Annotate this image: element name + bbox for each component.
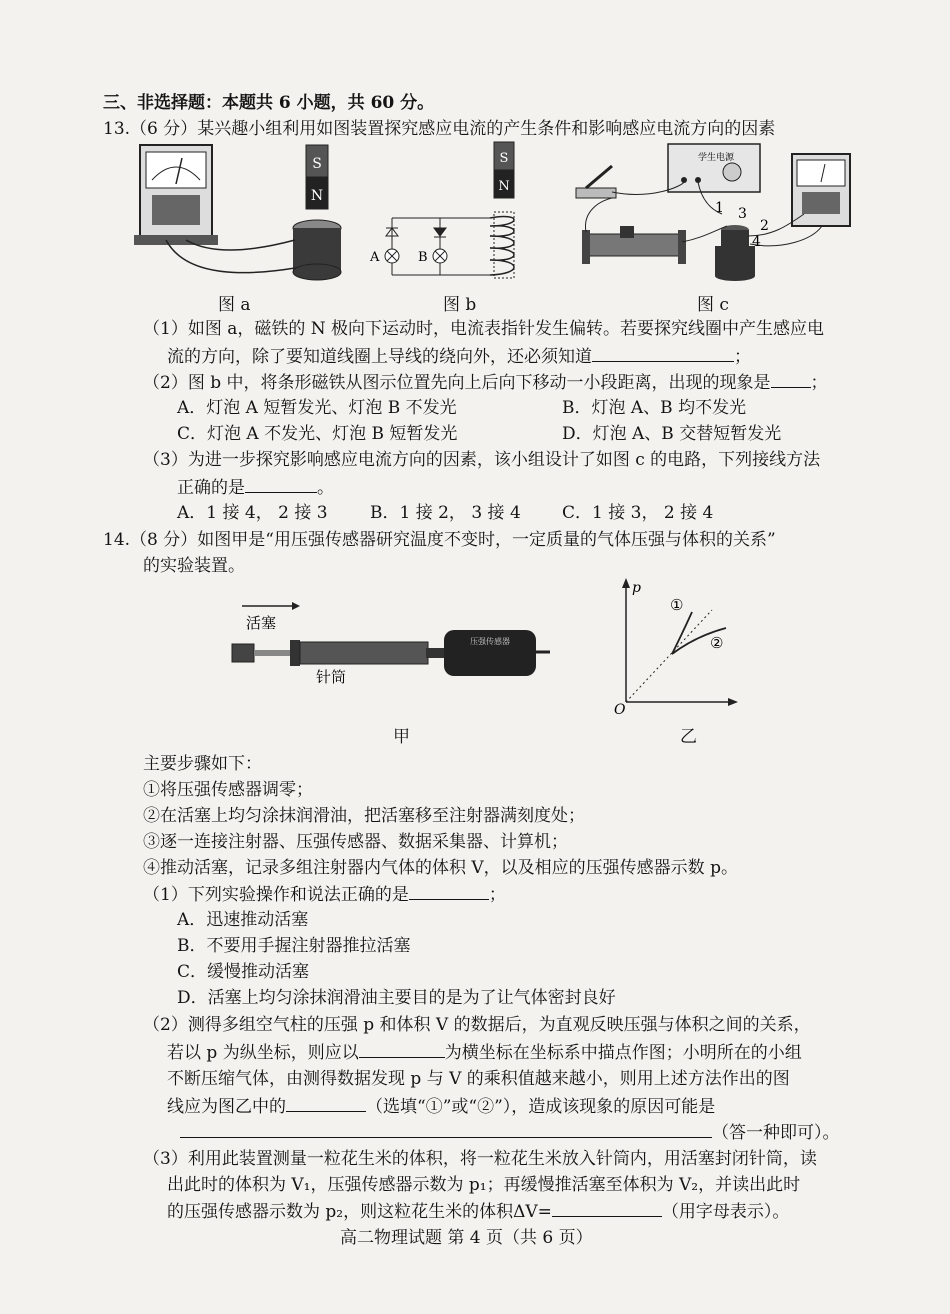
q14-stem-line2: 的实验装置。	[143, 556, 245, 576]
curve-1-label: ①	[670, 596, 684, 614]
barrel-label: 针筒	[316, 668, 347, 686]
curve-2-label: ②	[710, 634, 724, 652]
section-title: 三、非选择题：本题共 6 小题，共 60 分。	[103, 93, 435, 113]
axis-p-label: p	[632, 580, 641, 596]
q13-p2-opt-a: A．灯泡 A 短暂发光、灯泡 B 不发光	[177, 398, 457, 418]
q13-p3-blank[interactable]	[245, 476, 317, 493]
figure-jia	[228, 596, 558, 696]
fig-yi-caption: 乙	[680, 727, 697, 747]
fig-c-caption: 图 c	[697, 295, 729, 315]
q14-step3: ③逐一连接注射器、压强传感器、数据采集器、计算机；	[143, 832, 568, 852]
power-supply-icon	[668, 144, 760, 192]
figure-yi	[610, 576, 740, 716]
q14-p2-line5: （答一种即可）。	[180, 1121, 840, 1144]
figure-c	[572, 140, 862, 285]
magnet-n-label-b: N	[498, 179, 510, 194]
q14-p2-blank-axis[interactable]	[359, 1041, 445, 1058]
q13-p2-opt-b: B．灯泡 A、B 均不发光	[562, 398, 747, 418]
fig-b-caption: 图 b	[443, 295, 477, 315]
reference-line	[626, 610, 712, 702]
switch-icon	[576, 166, 616, 198]
q14-step1: ①将压强传感器调零；	[143, 780, 313, 800]
rheostat-icon	[582, 226, 686, 264]
q14-p2-line4: 线应为图乙中的 （选填“①”或“②”），造成该现象的原因可能是	[167, 1097, 716, 1117]
q13-p1-line2: 流的方向，除了要知道线圈上导线的绕向外，还必须知道 ；	[167, 347, 751, 367]
q13-p3-line1: （3）为进一步探究影响感应电流方向的因素，该小组设计了如图 c 的电路，下列接线方法	[143, 450, 821, 470]
magnet-s-label: S	[312, 156, 322, 172]
bulb-a-label: A	[370, 250, 380, 265]
q14-p1-opt-a: A．迅速推动活塞	[177, 910, 309, 930]
q13-p1-blank[interactable]	[592, 345, 734, 362]
q13-p3-line2: 正确的是 。	[177, 478, 334, 498]
q14-p3-line3: 的压强传感器示数为 p₂，则这粒花生米的体积ΔV= （用字母表示）。	[167, 1202, 790, 1222]
syringe-icon	[232, 640, 446, 666]
q13-p3-opt-c: C．1 接 3， 2 接 4	[562, 503, 714, 523]
fig-jia-caption: 甲	[393, 727, 410, 747]
q14-p2-line3: 不断压缩气体，由测得数据发现 p 与 V 的乘积值越来越小，则用上述方法作出的图	[167, 1069, 790, 1089]
bulb-b-label: B	[418, 250, 428, 265]
q14-stem-line1: 14.（8 分）如图甲是“用压强传感器研究温度不变时，一定质量的气体压强与体积的关系”	[103, 530, 776, 550]
piston-label: 活塞	[246, 614, 277, 632]
q14-p3-blank[interactable]	[552, 1200, 662, 1217]
coil-c-icon	[715, 225, 755, 281]
q14-p2-blank-reason[interactable]	[180, 1121, 712, 1138]
q14-p3-line2: 出此时的体积为 V₁，压强传感器示数为 p₁；再缓慢推活塞至体积为 V₂，并读出此时	[167, 1175, 801, 1195]
q13-p2-opt-c: C．灯泡 A 不发光、灯泡 B 短暂发光	[177, 424, 458, 444]
terminal-2-label: 2	[760, 218, 769, 234]
terminal-1-label: 1	[715, 200, 724, 216]
figure-a	[130, 140, 350, 285]
fig-a-caption: 图 a	[218, 295, 251, 315]
figure-b	[362, 140, 552, 285]
magnet-n-label: N	[310, 188, 324, 204]
magnet-s-label-b: S	[499, 151, 509, 166]
page-footer: 高二物理试题 第 4 页（共 6 页）	[340, 1228, 593, 1248]
q14-p1-opt-b: B．不要用手握注射器推拉活塞	[177, 936, 411, 956]
q13-stem: 13.（6 分）某兴趣小组利用如图装置探究感应电流的产生条件和影响感应电流方向的因素	[103, 119, 776, 139]
coil-icon	[293, 220, 341, 280]
bar-magnet	[306, 145, 328, 209]
pressure-sensor-icon	[444, 630, 550, 676]
q14-p1-opt-d: D．活塞上均匀涂抹润滑油主要目的是为了让气体密封良好	[177, 988, 616, 1008]
galvanometer-c-icon	[792, 154, 850, 226]
q13-p3-opt-b: B．1 接 2， 3 接 4	[370, 503, 521, 523]
q14-p3-line1: （3）利用此装置测量一粒花生米的体积，将一粒花生米放入针筒内，用活塞封闭针筒，读	[143, 1149, 817, 1169]
q14-p2-blank-curve[interactable]	[286, 1095, 366, 1112]
q13-p2-opt-d: D．灯泡 A、B 交替短暂发光	[562, 424, 782, 444]
q14-p1-line: （1）下列实验操作和说法正确的是 ；	[143, 885, 506, 905]
galvanometer-icon	[134, 145, 218, 245]
sensor-text: 压强传感器	[470, 637, 510, 646]
q13-p2-line1: （2）图 b 中，将条形磁铁从图示位置先向上后向下移动一小段距离，出现的现象是 ；	[143, 373, 828, 393]
q14-step4: ④推动活塞，记录多组注射器内气体的体积 V，以及相应的压强传感器示数 p。	[143, 858, 738, 878]
q14-p1-opt-c: C．缓慢推动活塞	[177, 962, 310, 982]
terminal-3-label: 3	[738, 206, 747, 222]
q14-p1-blank[interactable]	[409, 883, 489, 900]
power-supply-label: 学生电源	[698, 153, 735, 163]
q14-p2-line1: （2）测得多组空气柱的压强 p 和体积 V 的数据后，为直观反映压强与体积之间的关系，	[143, 1015, 811, 1035]
q13-p1-line1: （1）如图 a，磁铁的 N 极向下运动时，电流表指针发生偏转。若要探究线圈中产生感应电	[143, 319, 825, 339]
q14-p2-line2: 若以 p 为纵坐标，则应以 为横坐标在坐标系中描点作图；小明所在的小组	[167, 1043, 802, 1063]
q13-p2-blank[interactable]	[771, 371, 811, 388]
q14-step2: ②在活塞上均匀涂抹润滑油，把活塞移至注射器满刻度处；	[143, 806, 585, 826]
terminal-4-label: 4	[752, 234, 761, 250]
q13-p3-opt-a: A．1 接 4， 2 接 3	[177, 503, 328, 523]
origin-label: O	[614, 702, 626, 716]
q14-steps-title: 主要步骤如下：	[143, 754, 262, 774]
